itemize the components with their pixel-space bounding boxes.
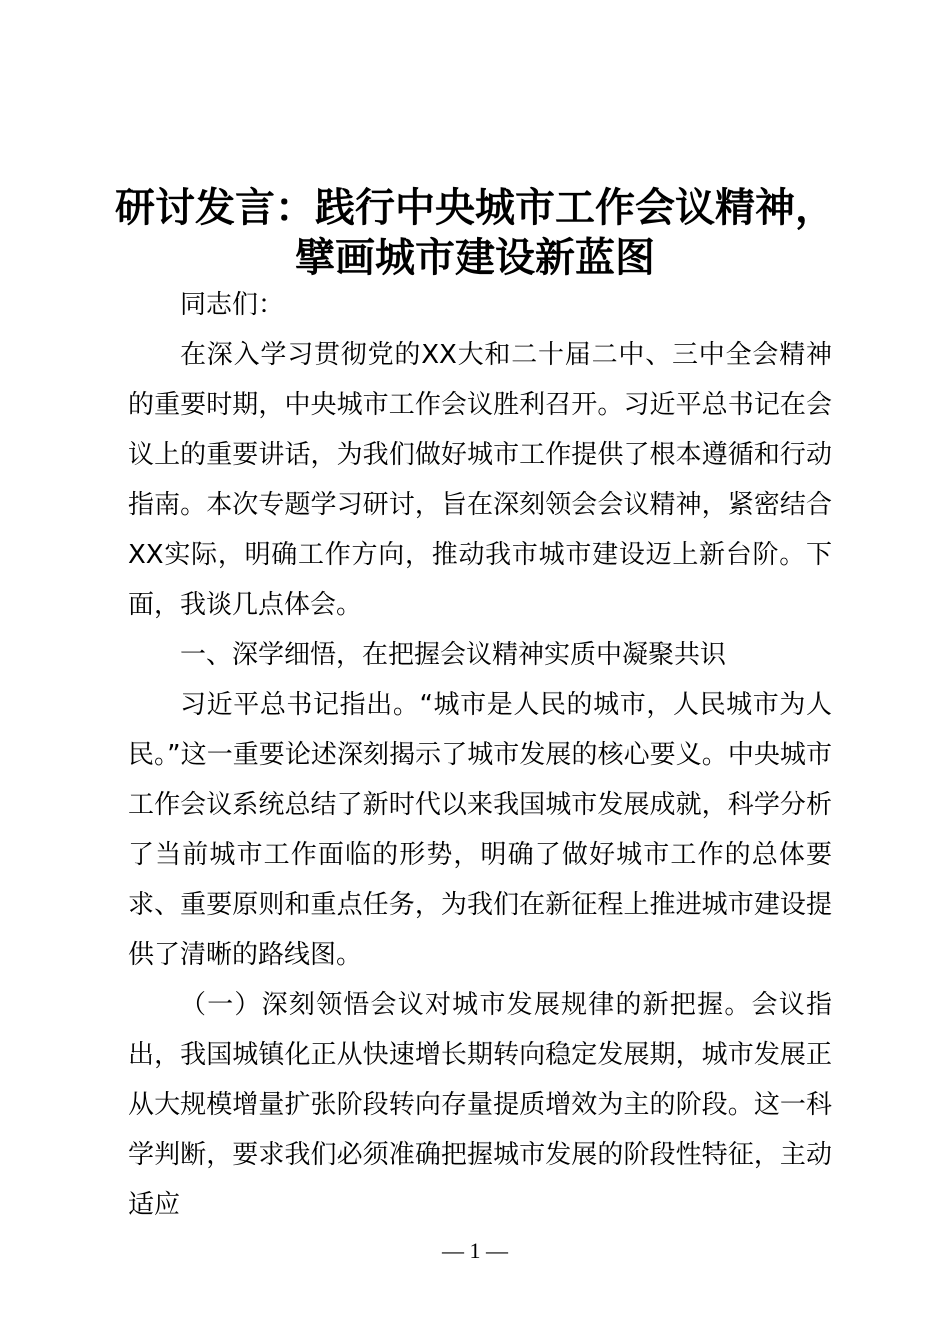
page-number: — 1 — <box>442 1238 508 1263</box>
document-title-line-1: 研讨发言：践行中央城市工作会议精神， <box>115 184 835 231</box>
salutation: 同志们： <box>180 290 285 320</box>
document-title-line-2: 擘画城市建设新蓝图 <box>295 234 655 281</box>
document-body <box>128 280 832 1230</box>
paragraph-subsection-1: （一）深刻领悟会议对城市发展规律的新把握。会议指出，我国城镇化正从快速增长期转向稳定发展期，城市发展正从大规模增量扩张阶段转向存量提质增效为主的阶段。这一科学判断，要求我们必须准确把握城市发展的阶段性特征，主动适应 <box>128 990 832 1220</box>
section-heading-1: 一、深学细悟，在把握会议精神实质中凝聚共识 <box>180 640 727 670</box>
paragraph-section-1: 习近平总书记指出。“城市是人民的城市，人民城市为人民。”这一重要论述深刻揭示了城市发展的核心要义。中央城市工作会议系统总结了新时代以来我国城市发展成就，科学分析了当前城市工作面临的形势，明确了做好城市工作的总体要求、重要原则和重点任务，为我们在新征程上推进城市建设提供了清晰的路线图。 <box>128 690 832 970</box>
paragraph-intro: 在深入学习贯彻党的XX大和二十届二中、三中全会精神的重要时期，中央城市工作会议胜利召开。习近平总书记在会议上的重要讲话，为我们做好城市工作提供了根本遵循和行动指南。本次专题学习研讨，旨在深刻领会会议精神，紧密结合XX实际，明确工作方向，推动我市城市建设迈上新台阶。下面，我谈几点体会。 <box>128 340 832 620</box>
